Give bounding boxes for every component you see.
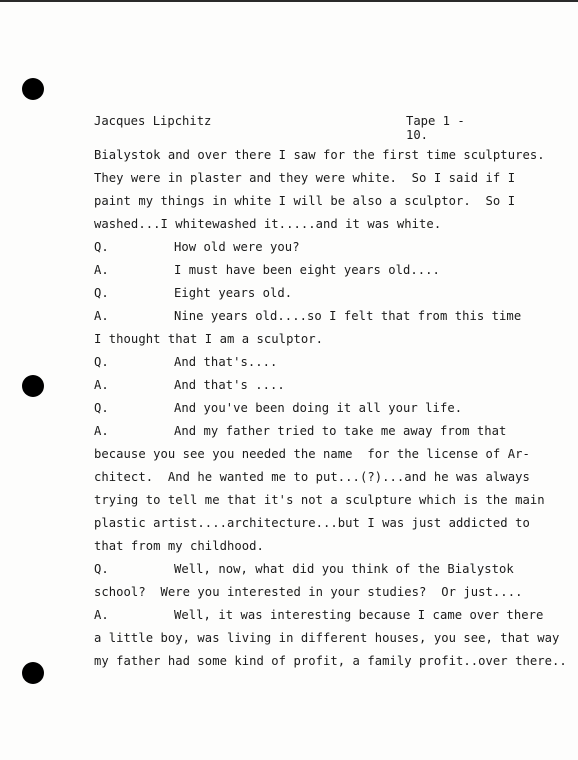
transcript-line: because you see you needed the name for the license of Ar- [94, 447, 530, 461]
speaker-label: A. [94, 309, 109, 323]
transcript-line: school? Were you interested in your studies? Or just.... [94, 585, 523, 599]
dialogue-line [94, 562, 514, 580]
speaker-label: Q. [94, 401, 109, 415]
dialogue-text: I must have been eight years old.... [174, 263, 440, 277]
speaker-label: Q. [94, 286, 109, 300]
speaker-label: A. [94, 263, 109, 277]
dialogue-text: How old were you? [174, 240, 300, 254]
dialogue-line [94, 378, 285, 396]
dialogue-text: Nine years old....so I felt that from this time [174, 309, 522, 323]
transcript-line: that from my childhood. [94, 539, 264, 553]
transcript-line: Bialystok and over there I saw for the first time sculptures. [94, 148, 545, 162]
transcript-line: paint my things in white I will be also a sculptor. So I [94, 194, 516, 208]
speaker-label: Q. [94, 240, 109, 254]
dialogue-text: Well, it was interesting because I came over there [174, 608, 544, 622]
dialogue-line [94, 309, 522, 327]
transcript-line: I thought that I am a sculptor. [94, 332, 324, 346]
tape-page-number: Tape 1 - 10. [406, 114, 465, 142]
speaker-label: Q. [94, 355, 109, 369]
dialogue-text: And that's.... [174, 355, 278, 369]
speaker-label: A. [94, 378, 109, 392]
transcript-line: my father had some kind of profit, a family profit..over there.. [94, 654, 567, 668]
page-top-edge [0, 0, 578, 2]
dialogue-text: Well, now, what did you think of the Bialystok [174, 562, 514, 576]
dialogue-text: And that's .... [174, 378, 285, 392]
dialogue-text: And you've been doing it all your life. [174, 401, 463, 415]
transcript-line: They were in plaster and they were white. So I said if I [94, 171, 516, 185]
dialogue-line [94, 263, 440, 281]
transcript-line: chitect. And he wanted me to put...(?)...and he was always [94, 470, 530, 484]
interviewee-name: Jacques Lipchitz [94, 114, 212, 128]
dialogue-line [94, 355, 278, 373]
transcript-line: plastic artist....architecture...but I was just addicted to [94, 516, 530, 530]
binder-hole-middle [22, 375, 44, 397]
binder-hole-top [22, 78, 44, 100]
dialogue-line [94, 424, 507, 442]
dialogue-text: And my father tried to take me away from that [174, 424, 507, 438]
binder-hole-bottom [22, 662, 44, 684]
dialogue-line [94, 286, 293, 304]
speaker-label: A. [94, 424, 109, 438]
transcript-line: a little boy, was living in different houses, you see, that way [94, 631, 560, 645]
dialogue-line [94, 608, 544, 626]
transcript-line: trying to tell me that it's not a sculpture which is the main [94, 493, 545, 507]
speaker-label: A. [94, 608, 109, 622]
transcript-line: washed...I whitewashed it.....and it was white. [94, 217, 442, 231]
page-header [94, 114, 494, 142]
dialogue-line [94, 401, 463, 419]
speaker-label: Q. [94, 562, 109, 576]
dialogue-line [94, 240, 300, 258]
dialogue-text: Eight years old. [174, 286, 293, 300]
